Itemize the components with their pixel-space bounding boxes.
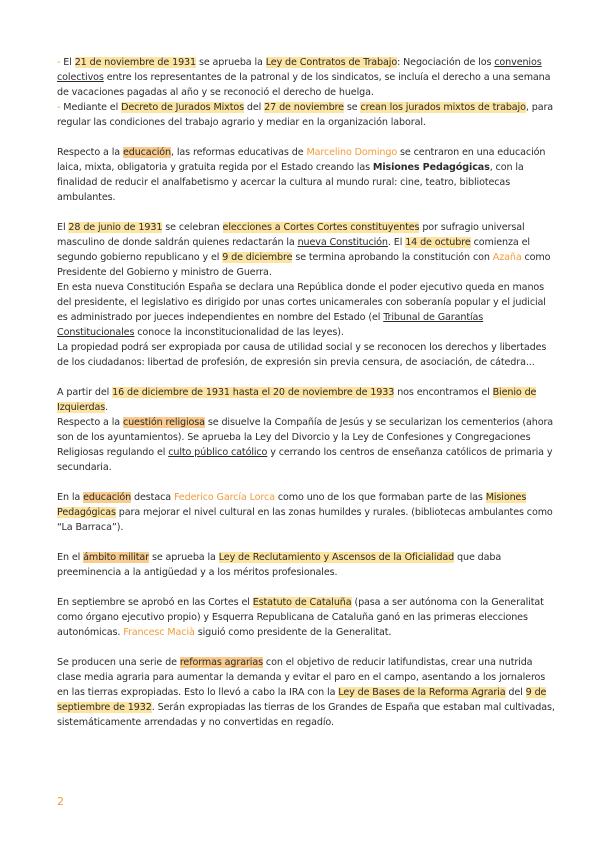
paragraph-propiedad: La propiedad podrá ser expropiada por causa de utilidad social y se reconocen los derechos y libertades de los ciudadanos: libertad de profesión, de expresión sin previa censura, de asociación, de cátedra...	[57, 342, 547, 368]
highlight-period: Bienio de Izquierdas	[57, 387, 537, 413]
paragraph-ley-contratos: - El 21 de noviembre de 1931 se aprueba la Ley de Contratos de Trabajo: Negociación de los convenios colectivos entre los representantes de la patronal y de los sindicatos, se incluía el derecho a una semana de vacaciones pagadas al año y se reconoció el derecho de huelga.	[57, 57, 551, 98]
person-name: Azaña	[492, 252, 522, 263]
paragraph-elecciones: El 28 de junio de 1931 se celebran elecciones a Cortes Cortes constituyentes por sufragio universal masculino de donde saldrán quienes redactarán la nueva Constitución. El 14 de octubre comienza el segundo gobierno republicano y el 9 de diciembre se termina aprobando la constitución con Azaña como Presidente del Gobierno y ministro de Guerra.	[57, 222, 551, 278]
highlight-term: educación	[83, 492, 132, 503]
highlight-term: cuestión religiosa	[122, 417, 205, 428]
highlight-date: 21 de noviembre de 1931	[74, 57, 197, 68]
document-body	[57, 55, 557, 745]
highlight-statute: Estatuto de Cataluña	[252, 597, 352, 608]
person-name: Francesc Macià	[123, 627, 195, 638]
highlight-date: 28 de junio de 1931	[68, 222, 163, 233]
highlight-law: Ley de Contratos de Trabajo	[265, 57, 398, 68]
highlight-date: 9 de diciembre	[222, 252, 293, 263]
underlined-term: convenios colectivos	[57, 57, 542, 83]
paragraph-lorca: En la educación destaca Federico García Lorca como uno de los que formaban parte de las Misiones Pedagógicas para mejorar el nivel cultural en las zonas humildes y rurales. (bibliotecas ambulantes como “La Barraca”).	[57, 492, 553, 533]
highlight-law: Ley de Reclutamiento y Ascensos de la Oficialidad	[218, 552, 455, 563]
highlight-term: reformas agrarias	[179, 657, 263, 668]
person-name: Federico García Lorca	[173, 492, 275, 503]
highlight-law: Ley de Bases de la Reforma Agraria	[338, 687, 506, 698]
highlight-date: 27 de noviembre	[264, 102, 344, 113]
paragraph-educacion: Respecto a la educación, las reformas educativas de Marcelino Domingo se centraron en una educación laica, mixta, obligatoria y gratuita regida por el Estado creando las Misiones Pedagógicas, con la finalidad de reducir el analfabetismo y acercar la cultura al mundo rural: cine, teatro, bibliotecas ambulantes.	[57, 147, 546, 203]
underlined-term: nueva Constitución	[297, 237, 388, 248]
person-name: Marcelino Domingo	[306, 147, 398, 158]
paragraph-constitucion: En esta nueva Constitución España se declara una República donde el poder ejecutivo queda en manos del presidente, el legislativo es dirigido por unas cortes unicamerales con soberanía popular y el judicial es administrado por jueces independientes en nombre del Estado (el Tribunal de Garantías Constitucionales conoce la inconstitucionalidad de las leyes).	[57, 282, 546, 338]
highlight-phrase: elecciones a Cortes Cortes constituyentes	[222, 222, 420, 233]
underlined-term: culto público católico	[168, 447, 268, 458]
paragraph-religiosa: Respecto a la cuestión religiosa se disuelve la Compañía de Jesús y se secularizan los cementerios (ahora son de los ayuntamientos). Se aprueba la Ley del Divorcio y la Ley de Confesiones y Congregaciones Religiosas regulando el culto público católico y cerrando los centros de enseñanza católicos de primaria y secundaria.	[57, 417, 554, 473]
paragraph-jurados-mixtos: - Mediante el Decreto de Jurados Mixtos del 27 de noviembre se crean los jurados mixtos de trabajo, para regular las condiciones del trabajo agrario y mediar en la organización laboral.	[57, 102, 554, 128]
underlined-term: Tribunal de Garantías Constitucionales	[57, 312, 484, 338]
highlight-date: 9 de septiembre de 1932	[57, 687, 547, 713]
page-number: 2	[57, 795, 64, 808]
paragraph-cataluna: En septiembre se aprobó en las Cortes el Estatuto de Cataluña (pasa a ser autónoma con la Generalitat como órgano ejecutivo propio) y Esquerra Republicana de Cataluña ganó en las primeras elecciones autonómicas. Francesc Macià siguió como presidente de la Generalitat.	[57, 597, 544, 638]
paragraph-agraria: Se producen una serie de reformas agrarias con el objetivo de reducir latifundistas, crear una nutrida clase media agraria para aumentar la demanda y evitar el paro en el campo, asentando a los jornaleros en las tierras expropiadas. Esto lo llevó a cabo la IRA con la Ley de Bases de la Reforma Agraria del 9 de septiembre de 1932. Serán expropiadas las tierras de los Grandes de España que estaban mal cultivadas, sistemáticamente arrendadas y no convertidas en regadío.	[57, 657, 555, 728]
highlight-term: ámbito militar	[83, 552, 150, 563]
paragraph-militar: En el ámbito militar se aprueba la Ley de Reclutamiento y Ascensos de la Oficialidad que daba preeminencia a la antigüedad y a los méritos profesionales.	[57, 552, 502, 578]
paragraph-bienio: A partir del 16 de diciembre de 1931 hasta el 20 de noviembre de 1933 nos encontramos el Bienio de Izquierdas.	[57, 387, 537, 413]
highlight-date-range: 16 de diciembre de 1931 hasta el 20 de noviembre de 1933	[112, 387, 395, 398]
bold-term: Misiones Pedagógicas	[372, 162, 490, 173]
highlight-term: educación	[122, 147, 171, 158]
highlight-phrase: crean los jurados mixtos de trabajo	[360, 102, 526, 113]
highlight-date: 14 de octubre	[405, 237, 471, 248]
highlight-term: Misiones Pedagógicas	[57, 492, 527, 518]
highlight-decree: Decreto de Jurados Mixtos	[121, 102, 244, 113]
